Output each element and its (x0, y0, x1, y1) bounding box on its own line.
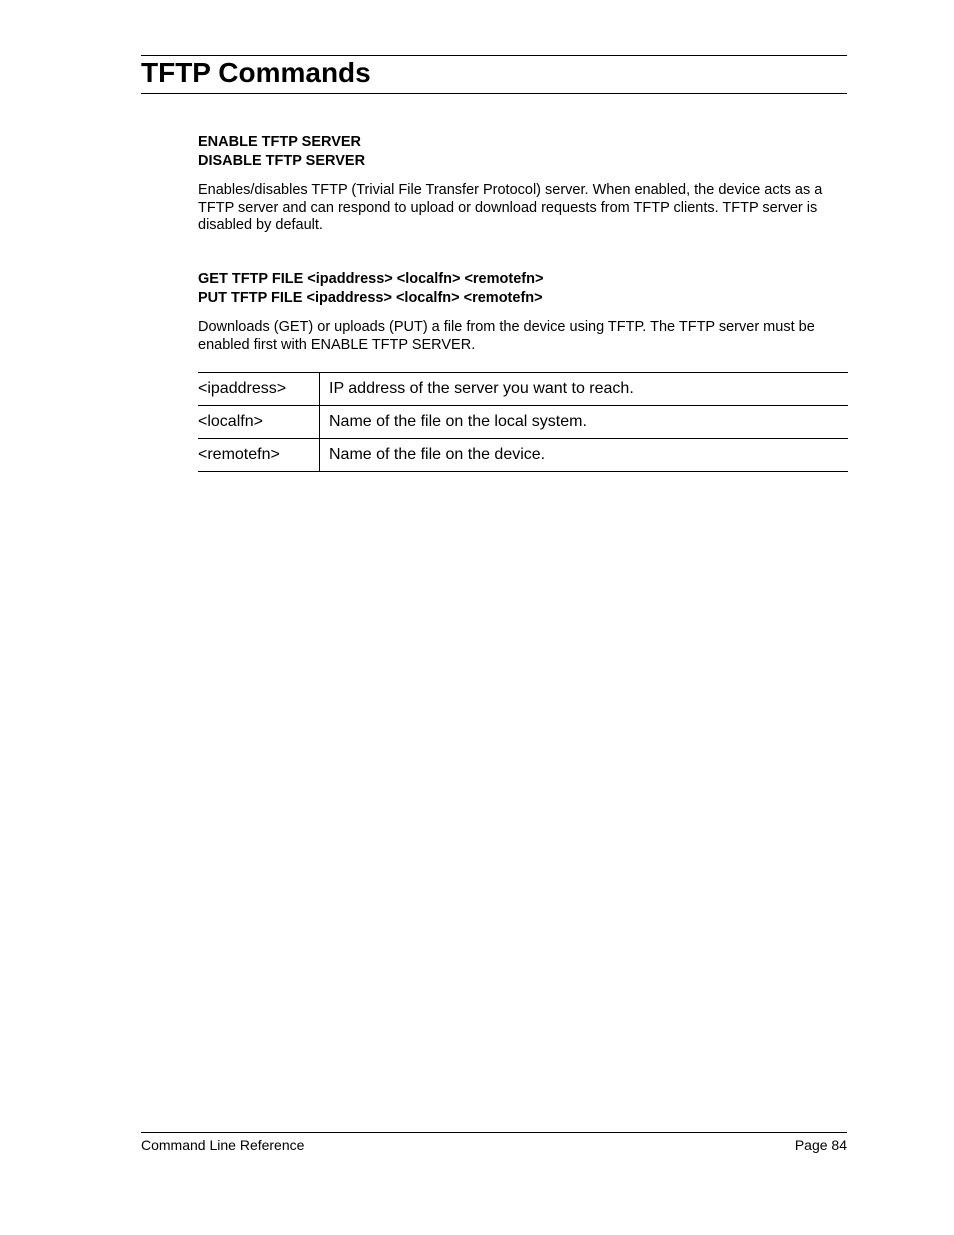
footer-rule (141, 1132, 847, 1133)
section-description: Downloads (GET) or uploads (PUT) a file from the device using TFTP. The TFTP server must be enabled first with ENABLE TFTP SERVER. (198, 319, 815, 353)
parameter-description: IP address of the server you want to reach. (320, 373, 849, 406)
section-enable-disable-tftp-server (198, 133, 848, 235)
parameter-table (198, 372, 848, 472)
parameter-name: <ipaddress> (198, 373, 320, 406)
command-get-tftp-file: GET TFTP FILE <ipaddress> <localfn> <remotefn> (198, 271, 544, 287)
parameter-description: Name of the file on the device. (320, 439, 849, 472)
parameter-description: Name of the file on the local system. (320, 406, 849, 439)
command-disable-tftp-server: DISABLE TFTP SERVER (198, 153, 366, 169)
parameter-name: <localfn> (198, 406, 320, 439)
section-get-put-tftp-file (198, 270, 848, 354)
table-row (198, 406, 848, 439)
parameter-name: <remotefn> (198, 439, 320, 472)
table-row (198, 439, 848, 472)
header-bottom-rule (141, 93, 847, 94)
page-title: TFTP Commands (141, 57, 371, 88)
footer-page-number: Page 84 (794, 1137, 847, 1153)
table-row (198, 373, 848, 406)
section-description: Enables/disables TFTP (Trivial File Transfer Protocol) server. When enabled, the device acts as a TFTP server and can respond to upload or download requests from TFTP clients. TFTP server is disabled by default. (198, 182, 823, 233)
footer-document-title: Command Line Reference (141, 1137, 305, 1153)
command-enable-tftp-server: ENABLE TFTP SERVER (198, 134, 362, 150)
command-put-tftp-file: PUT TFTP FILE <ipaddress> <localfn> <remotefn> (198, 290, 543, 306)
